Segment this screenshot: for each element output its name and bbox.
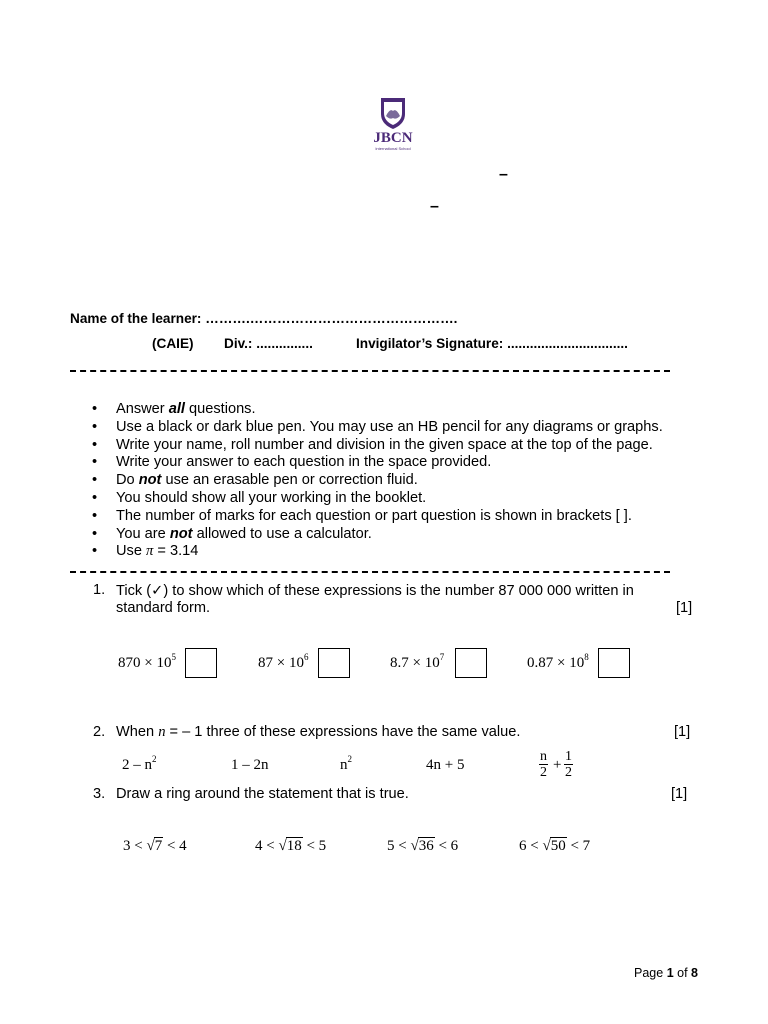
instruction-item: • Answer all questions. xyxy=(90,401,663,419)
q2-expression-5-frac-1: $\frac{n}{2}$ xyxy=(540,749,547,780)
q1-option-c-checkbox[interactable] xyxy=(455,648,487,678)
q3-option-d[interactable]: 6 < √50 < 7 xyxy=(519,838,591,854)
question-1-text-line2: standard form. xyxy=(116,600,211,616)
q3-option-a[interactable]: 3 < √7 < 4 xyxy=(123,838,187,854)
q1-option-a-checkbox[interactable] xyxy=(185,648,217,678)
q2-expression-1: $2 - n^2$ xyxy=(122,754,157,773)
instructions-list xyxy=(90,401,663,561)
logo-subtext: International School xyxy=(375,146,411,151)
q3-option-c[interactable]: 5 < √36 < 6 xyxy=(387,838,459,854)
learner-name-field: Name of the learner: ……….………………………………………. xyxy=(70,311,458,326)
q2-expression-5-operator: + xyxy=(553,757,562,773)
q1-option-d-checkbox[interactable] xyxy=(598,648,630,678)
question-1-text-line1: Tick (✓) to show which of these expressions is the number 87 000 000 written in xyxy=(116,583,634,599)
title-dash-2: – xyxy=(430,198,439,215)
logo-text: JBCN xyxy=(373,130,413,146)
q1-option-b-checkbox[interactable] xyxy=(318,648,350,678)
instruction-item: • Use a black or dark blue pen. You may use an HB pencil for any diagrams or graphs. xyxy=(90,419,663,437)
invigilator-signature-field: Invigilator’s Signature: ................................ xyxy=(356,336,628,351)
divider-bottom xyxy=(70,571,670,573)
q1-option-b: $87 \times 10^6$ xyxy=(258,652,309,671)
q2-expression-3: $n^2$ xyxy=(340,754,352,773)
title-dash-1: – xyxy=(499,166,508,183)
question-2-marks: [1] xyxy=(674,724,691,740)
q2-expression-5-frac-2: $\frac{1}{2}$ xyxy=(565,749,572,780)
instruction-item: • Do not use an erasable pen or correction fluid. xyxy=(90,472,663,490)
question-3-number: 3. xyxy=(93,786,106,802)
school-logo xyxy=(368,96,418,152)
q1-option-a: $870 \times 10^5$ xyxy=(118,652,176,671)
question-1-marks: [1] xyxy=(676,600,693,616)
page-number: Page 1 of 8 xyxy=(634,966,698,980)
instruction-item: • Use π = 3.14 xyxy=(90,543,663,561)
instruction-item: • Write your answer to each question in the space provided. xyxy=(90,454,663,472)
q1-option-c: $8.7 \times 10^7$ xyxy=(390,652,445,671)
q2-expression-4: 4n + 5 xyxy=(426,757,465,773)
question-2-number: 2. xyxy=(93,724,106,740)
instruction-item: • Write your name, roll number and division in the given space at the top of the page. xyxy=(90,437,663,455)
divider-top xyxy=(70,370,670,372)
question-3-marks: [1] xyxy=(671,786,688,802)
division-field: Div.: ............... xyxy=(224,336,313,351)
q2-expression-2: 1 – 2n xyxy=(231,757,269,773)
q3-option-b[interactable]: 4 < √18 < 5 xyxy=(255,838,327,854)
q1-option-d: $0.87 \times 10^8$ xyxy=(527,652,589,671)
board-label: (CAIE) xyxy=(152,336,194,351)
instruction-item: • The number of marks for each question or part question is shown in brackets [ ]. xyxy=(90,508,663,526)
question-1-number: 1. xyxy=(93,582,106,598)
instruction-item: • You are not allowed to use a calculator. xyxy=(90,526,663,544)
question-3-text: Draw a ring around the statement that is true. xyxy=(116,786,409,802)
instruction-item: • You should show all your working in the booklet. xyxy=(90,490,663,508)
question-2-text: When n = – 1 three of these expressions have the same value. xyxy=(116,724,521,740)
